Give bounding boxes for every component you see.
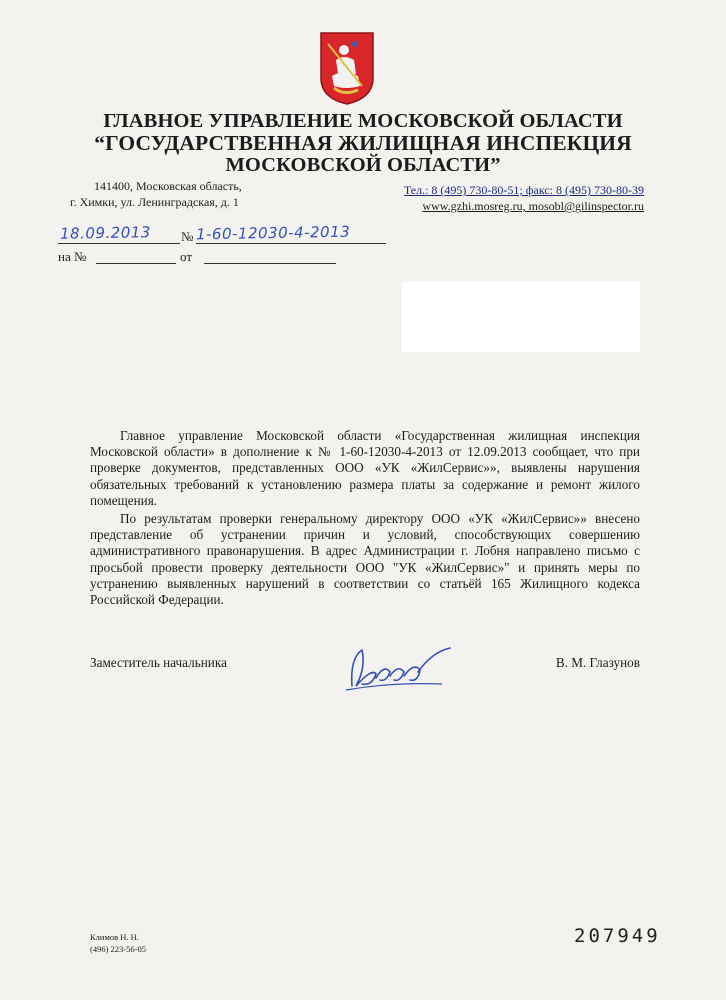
- executor-name: Климов Н. Н.: [90, 932, 139, 942]
- handwritten-signature: [332, 638, 462, 698]
- form-serial-number: 207949: [574, 925, 661, 947]
- org-title-line3: МОСКОВСКОЙ ОБЛАСТИ”: [225, 154, 501, 176]
- website-email[interactable]: www.gzhi.mosreg.ru, mosobl@gilinspector.ru: [422, 199, 644, 213]
- org-title-line2: “ГОСУДАРСТВЕННАЯ ЖИЛИЩНАЯ ИНСПЕКЦИЯ: [94, 131, 632, 155]
- paragraph-1-text: Главное управление Московской области «Государственная жилищная инспекция Московской области» в дополнение к № 1-60-12030-4-2013 от 12.09.2013 сообщает, что при проверке документов, представленных ООО «УК «ЖилСервис»», выявлены нарушения обязательных требований к установлению размера платы за содержание и ремонт жилого помещения.: [90, 428, 640, 508]
- number-underline: [196, 243, 386, 244]
- address-line2: г. Химки, ул. Ленинградская, д. 1: [70, 195, 239, 209]
- reference-date-blank: [204, 263, 336, 264]
- body-paragraph-1: [90, 428, 640, 509]
- org-title-line1: ГЛАВНОЕ УПРАВЛЕНИЕ МОСКОВСКОЙ ОБЛАСТИ: [103, 110, 623, 132]
- date-underline: [58, 243, 180, 244]
- coat-of-arms-icon: [318, 30, 376, 106]
- paragraph-2-text: По результатам проверки генеральному директору ООО «УК «ЖилСервис»» внесено представление об устранении причин и условий, способствующих совершению административного правонарушения. В адрес Администрации г. Лобня направлено письмо с просьбой провести проверку деятельности ООО "УК «ЖилСервис»" и принять меры по устранению выявленных нарушений в соответствии со статьёй 165 Жилищного кодекса Российской Федерации.: [90, 511, 640, 608]
- redacted-recipient-block: [402, 282, 640, 352]
- number-label: №: [181, 229, 194, 244]
- reference-number-blank: [96, 263, 176, 264]
- outgoing-number-handwritten: 1-60-12030-4-2013: [195, 222, 351, 244]
- address-line1: 141400, Московская область,: [94, 179, 242, 193]
- signatory-name: В. М. Глазунов: [555, 655, 640, 670]
- reference-number-label: на №: [58, 249, 87, 264]
- signatory-role: Заместитель начальника: [90, 655, 227, 670]
- phone-fax: Тел.: 8 (495) 730-80-51; факс: 8 (495) 730-80-39: [403, 183, 644, 197]
- outgoing-date-handwritten: 18.09.2013: [59, 223, 152, 243]
- body-paragraph-2: [90, 511, 640, 608]
- executor-phone: (496) 223-56-05: [90, 944, 146, 954]
- reference-date-label: от: [180, 249, 193, 264]
